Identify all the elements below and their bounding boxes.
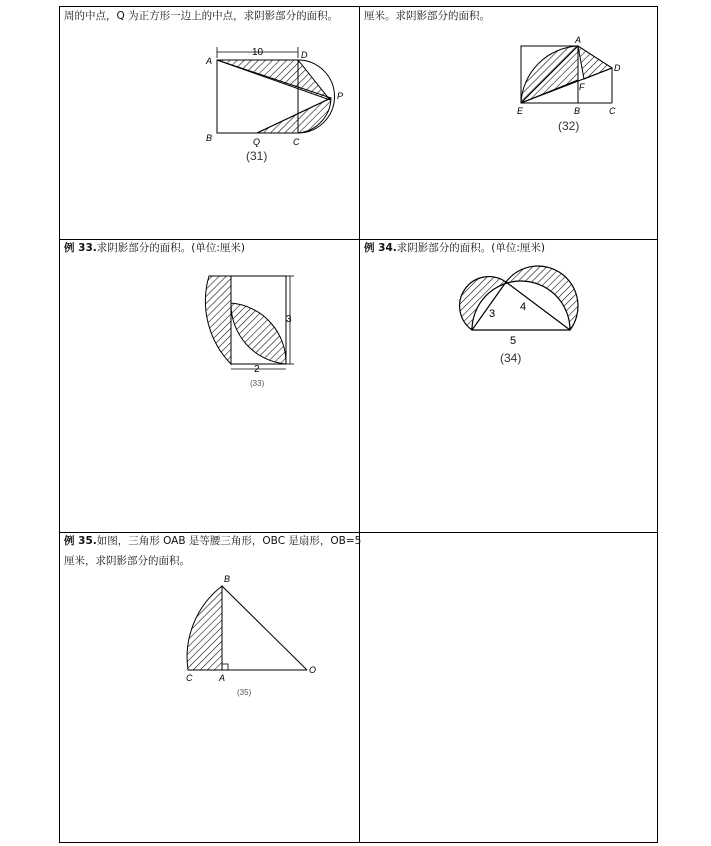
caption-35: (35)	[237, 688, 252, 697]
label-F: F	[579, 82, 585, 92]
caption-33: (33)	[250, 379, 265, 388]
label-D: D	[614, 63, 621, 73]
caption-31: (31)	[246, 149, 268, 163]
label-O: O	[309, 665, 317, 675]
label-B: B	[224, 574, 231, 584]
problem-34-text: 例 34.求阴影部分的面积。(单位:厘米)	[364, 242, 545, 254]
dim-label-2: 2	[254, 364, 260, 375]
label-C: C	[609, 106, 616, 116]
label-D: D	[301, 50, 308, 60]
side-label-3: 3	[489, 308, 496, 320]
problem-35-number: 例 35.	[64, 535, 97, 547]
caption-32: (32)	[558, 119, 580, 133]
caption-34: (34)	[500, 351, 522, 365]
dim-label-3: 3	[286, 314, 292, 325]
label-E: E	[517, 106, 524, 116]
label-C: C	[186, 673, 193, 683]
label-B: B	[206, 133, 213, 143]
problem-33-number: 例 33.	[64, 242, 97, 254]
label-B: B	[574, 106, 581, 116]
problem-34-number: 例 34.	[364, 242, 397, 254]
label-C: C	[293, 137, 300, 147]
side-label-4: 4	[520, 301, 527, 313]
problem-35-text: 例 35.如图，三角形 OAB 是等腰三角形，OBC 是扇形，OB=5 厘米，求阴影部分的面积。	[64, 535, 362, 567]
label-Q: Q	[253, 137, 261, 147]
side-label-5: 5	[510, 335, 517, 347]
dim-label-10: 10	[252, 47, 264, 58]
problem-33-text: 例 33.求阴影部分的面积。(单位:厘米)	[64, 242, 245, 254]
problem-31-text: 周的中点，Q 为正方形一边上的中点，求阴影部分的面积。	[64, 10, 339, 22]
label-P: P	[337, 91, 344, 101]
label-A: A	[219, 673, 226, 683]
label-A: A	[575, 35, 582, 45]
label-A: A	[206, 56, 213, 66]
shaded-region	[187, 586, 222, 670]
problem-32-text: 厘米。求阴影部分的面积。	[364, 10, 490, 22]
